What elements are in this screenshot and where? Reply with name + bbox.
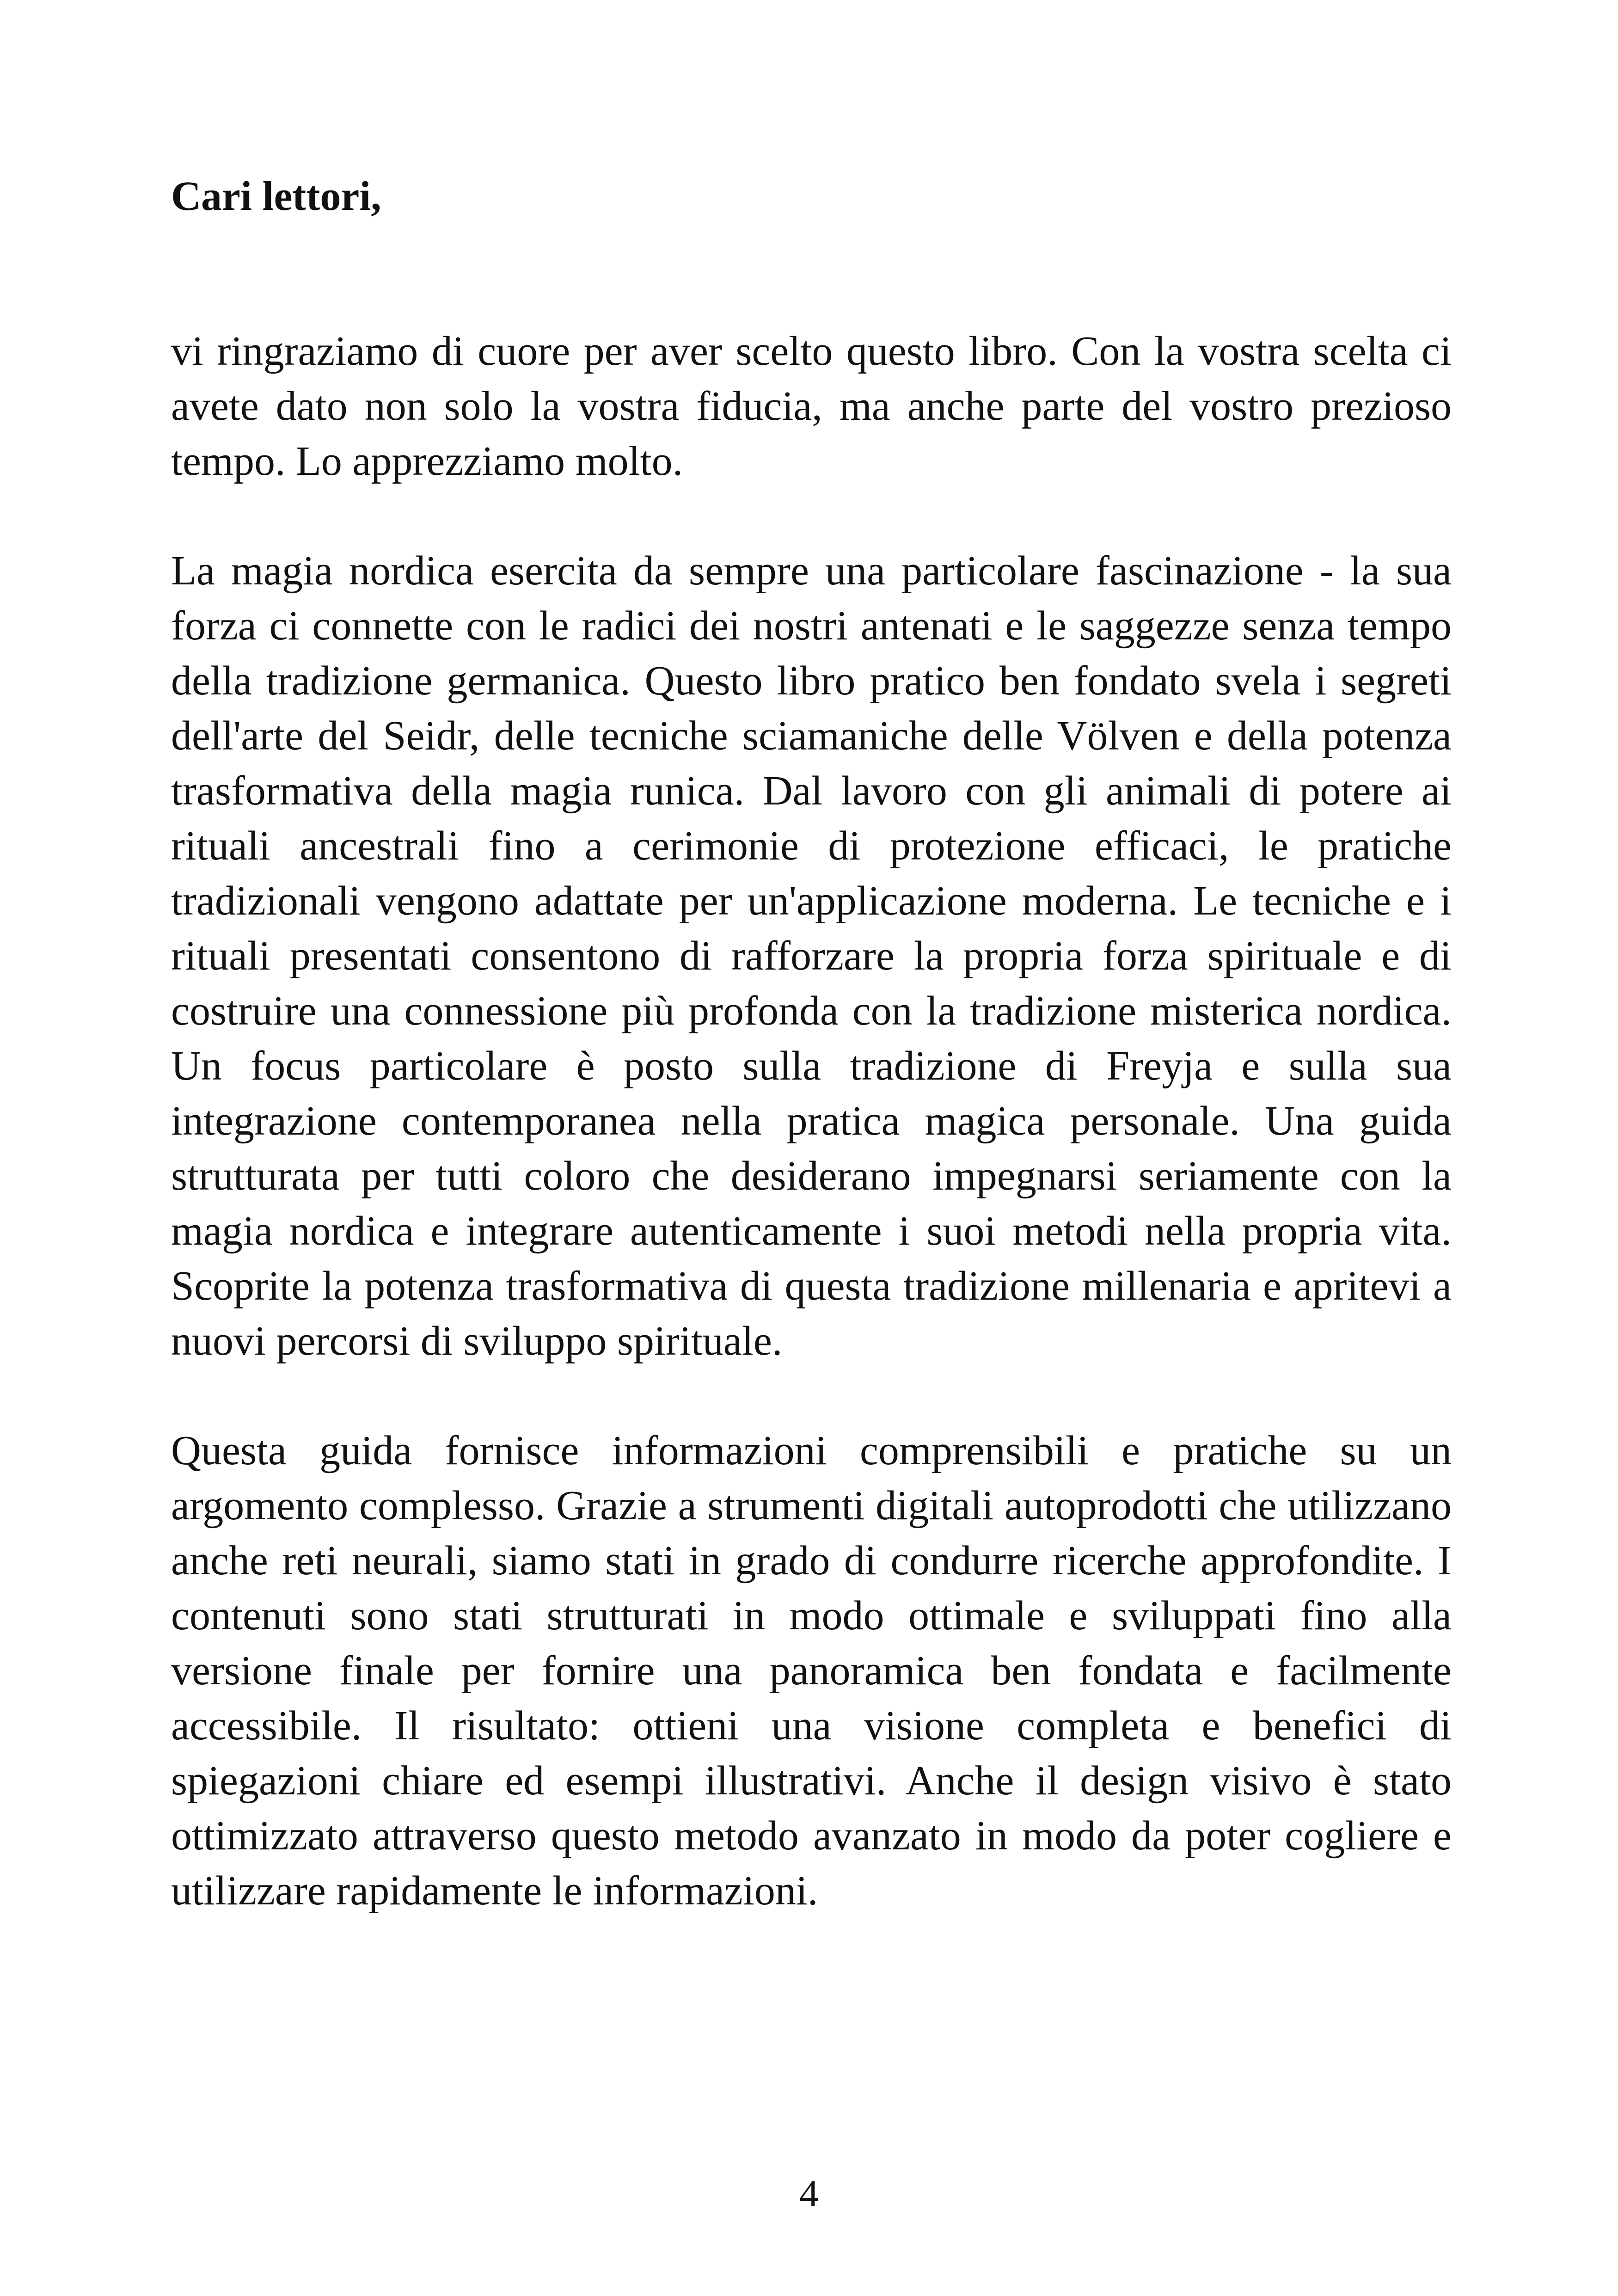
salutation-heading: Cari lettori, [171,173,381,219]
page-number: 4 [799,2172,819,2215]
paragraph-nordic-magic: La magia nordica esercita da sempre una particolare fascinazione - la sua forza ci connette con le radici dei nostri antenati e le saggezze senza tempo della tradizione germanica. Questo libro pratico ben fondato svela i segreti dell'arte del Seidr, delle tecniche sciamaniche delle Völven e della potenza trasformativa della magia runica. Dal lavoro con gli animali di potere ai rituali ancestrali fino a cerimonie di protezione efficaci, le pratiche tradizionali vengono adattate per un'applicazione moderna. Le tecniche e i rituali presentati consentono di rafforzare la propria forza spirituale e di costruire una connessione più profonda con la tradizione misterica nordica. Un focus particolare è posto sulla tradizione di Freyja e sulla sua integrazione contemporanea nella pratica magica personale. Una guida strutturata per tutti coloro che desiderano impegnarsi seriamente con la magia nordica e integrare autenticamente i suoi metodi nella propria vita. Scoprite la potenza trasformativa di questa tradizione millenaria e apritevi a nuovi percorsi di sviluppo spirituale. [171,548,1452,1364]
paragraph-thanks: vi ringraziamo di cuore per aver scelto questo libro. Con la vostra scelta ci avete dato non solo la vostra fiducia, ma anche parte del vostro prezioso tempo. Lo apprezziamo molto. [171,328,1452,484]
paragraph-guide-method: Questa guida fornisce informazioni comprensibili e pratiche su un argomento complesso. Grazie a strumenti digitali autoprodotti che utilizzano anche reti neurali, siamo stati in grado di condurre ricerche approfondite. I contenuti sono stati strutturati in modo ottimale e sviluppati fino alla versione finale per fornire una panoramica ben fondata e facilmente accessibile. Il risultato: ottieni una visione completa e benefici di spiegazioni chiare ed esempi illustrativi. Anche il design visivo è stato ottimizzato attraverso questo metodo avanzato in modo da poter cogliere e utilizzare rapidamente le informazioni. [171,1428,1452,1914]
page-content [171,171,1452,1918]
